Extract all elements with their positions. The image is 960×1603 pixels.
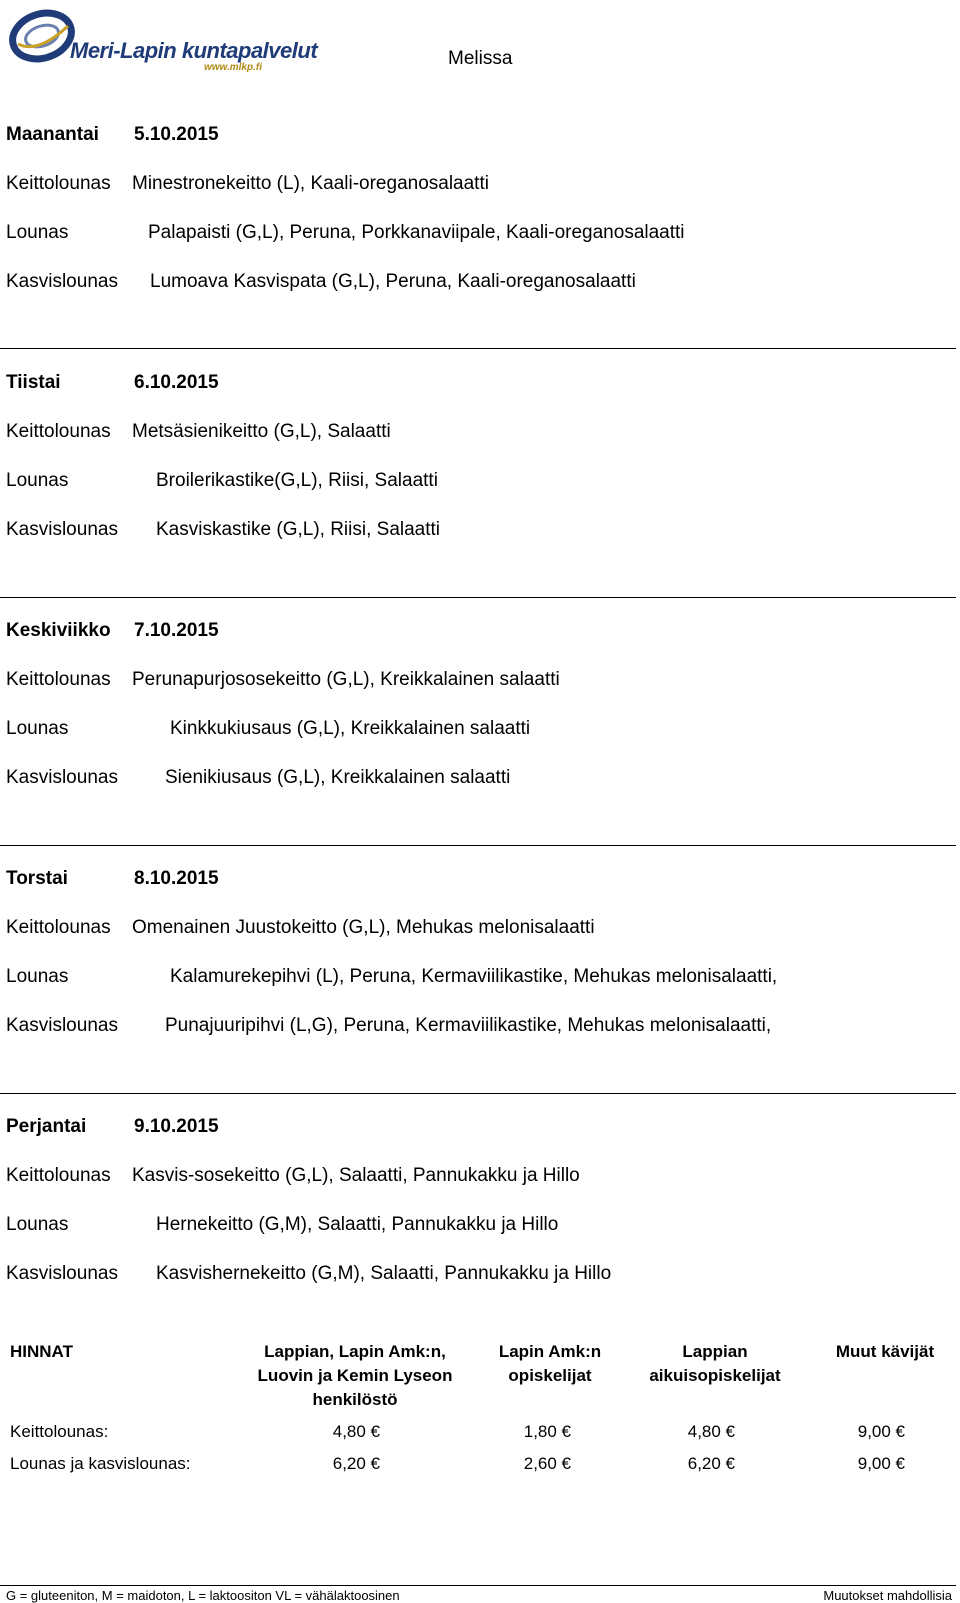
meal-dish: Metsäsienikeitto (G,L), Salaatti [132, 421, 391, 442]
meal-dish: Kasviskastike (G,L), Riisi, Salaatti [156, 519, 441, 540]
day-date: 6.10.2015 [134, 372, 219, 393]
changes-note: Muutokset mahdollisia [823, 1588, 952, 1603]
meal-dish: Punajuuripihvi (L,G), Peruna, Kermaviilikastike, Mehukas melonisalaatti, [165, 1015, 772, 1036]
meal-label: Lounas [6, 222, 69, 243]
prices-title: HINNAT [10, 1342, 73, 1361]
meal-label: Keittolounas [6, 173, 111, 194]
day-heading [6, 868, 219, 890]
meal-dish: Broilerikastike(G,L), Riisi, Salaatti [156, 470, 438, 491]
price-column-header: Lapin Amk:n opiskelijat [498, 1342, 602, 1385]
diet-legend: G = gluteeniton, M = maidoton, L = laktoositon VL = vähälaktoosinen [6, 1588, 400, 1603]
meal-dish: Palapaisti (G,L), Peruna, Porkkanaviipale, Kaali-oreganosalaatti [148, 222, 685, 243]
meal-label: Lounas [6, 1214, 69, 1235]
meal-label: Keittolounas [6, 421, 111, 442]
day-separator [0, 597, 956, 598]
meal-dish: Minestronekeitto (L), Kaali-oreganosalaatti [132, 173, 489, 194]
meal-label: Kasvislounas [6, 271, 118, 292]
price-column-header: Lappian, Lapin Amk:n, Luovin ja Kemin Lyseon henkilöstö [257, 1342, 453, 1409]
day-heading [6, 372, 219, 394]
day-heading [6, 124, 219, 146]
meal-dish: Kasvis-sosekeitto (G,L), Salaatti, Pannukakku ja Hillo [132, 1165, 580, 1186]
day-name: Tiistai [6, 372, 61, 393]
meal-label: Keittolounas [6, 1165, 111, 1186]
meal-dish: Omenainen Juustokeitto (G,L), Mehukas melonisalaatti [132, 917, 595, 938]
price-value: 6,20 € [687, 1454, 735, 1473]
day-date: 8.10.2015 [134, 868, 219, 889]
price-row-label: Lounas ja kasvislounas: [10, 1454, 191, 1473]
restaurant-name: Melissa [448, 48, 513, 69]
meal-label: Kasvislounas [6, 767, 118, 788]
brand-url: www.mlkp.fi [204, 62, 262, 73]
meal-dish: Hernekeitto (G,M), Salaatti, Pannukakku ja Hillo [156, 1214, 559, 1235]
day-heading [6, 620, 219, 642]
meal-label: Kasvislounas [6, 1015, 118, 1036]
price-value: 9,00 € [857, 1454, 905, 1473]
meal-dish: Kasvishernekeitto (G,M), Salaatti, Pannukakku ja Hillo [156, 1263, 612, 1284]
day-separator [0, 348, 956, 349]
day-separator [0, 845, 956, 846]
price-value: 4,80 € [332, 1422, 380, 1441]
meal-label: Kasvislounas [6, 1263, 118, 1284]
meal-label: Lounas [6, 470, 69, 491]
footer-divider [0, 1585, 956, 1586]
price-value: 9,00 € [857, 1422, 905, 1441]
day-separator [0, 1093, 956, 1094]
day-date: 5.10.2015 [134, 124, 219, 145]
day-name: Keskiviikko [6, 620, 111, 641]
meal-label: Kasvislounas [6, 519, 118, 540]
meal-label: Keittolounas [6, 669, 111, 690]
price-value: 2,60 € [523, 1454, 571, 1473]
price-column-header: Muut kävijät [835, 1342, 935, 1361]
day-name: Maanantai [6, 124, 99, 145]
meal-label: Lounas [6, 966, 69, 987]
price-row-label: Keittolounas: [10, 1422, 109, 1441]
price-value: 4,80 € [687, 1422, 735, 1441]
day-date: 9.10.2015 [134, 1116, 219, 1137]
day-heading [6, 1116, 219, 1138]
meal-dish: Perunapurjososekeitto (G,L), Kreikkalainen salaatti [132, 669, 560, 690]
meal-dish: Kinkkukiusaus (G,L), Kreikkalainen salaatti [170, 718, 531, 739]
day-name: Perjantai [6, 1116, 87, 1137]
meal-dish: Kalamurekepihvi (L), Peruna, Kermaviilikastike, Mehukas melonisalaatti, [170, 966, 778, 987]
logo [8, 4, 318, 74]
day-date: 7.10.2015 [134, 620, 219, 641]
meal-label: Lounas [6, 718, 69, 739]
meal-dish: Sienikiusaus (G,L), Kreikkalainen salaatti [165, 767, 511, 788]
price-value: 1,80 € [523, 1422, 571, 1441]
meal-label: Keittolounas [6, 917, 111, 938]
price-column-header: Lappian aikuisopiskelijat [649, 1342, 781, 1385]
meal-dish: Lumoava Kasvispata (G,L), Peruna, Kaali-oreganosalaatti [150, 271, 636, 292]
brand-name: Meri-Lapin kuntapalvelut [70, 38, 318, 63]
price-value: 6,20 € [332, 1454, 380, 1473]
price-table [0, 1340, 960, 1500]
day-name: Torstai [6, 868, 68, 889]
